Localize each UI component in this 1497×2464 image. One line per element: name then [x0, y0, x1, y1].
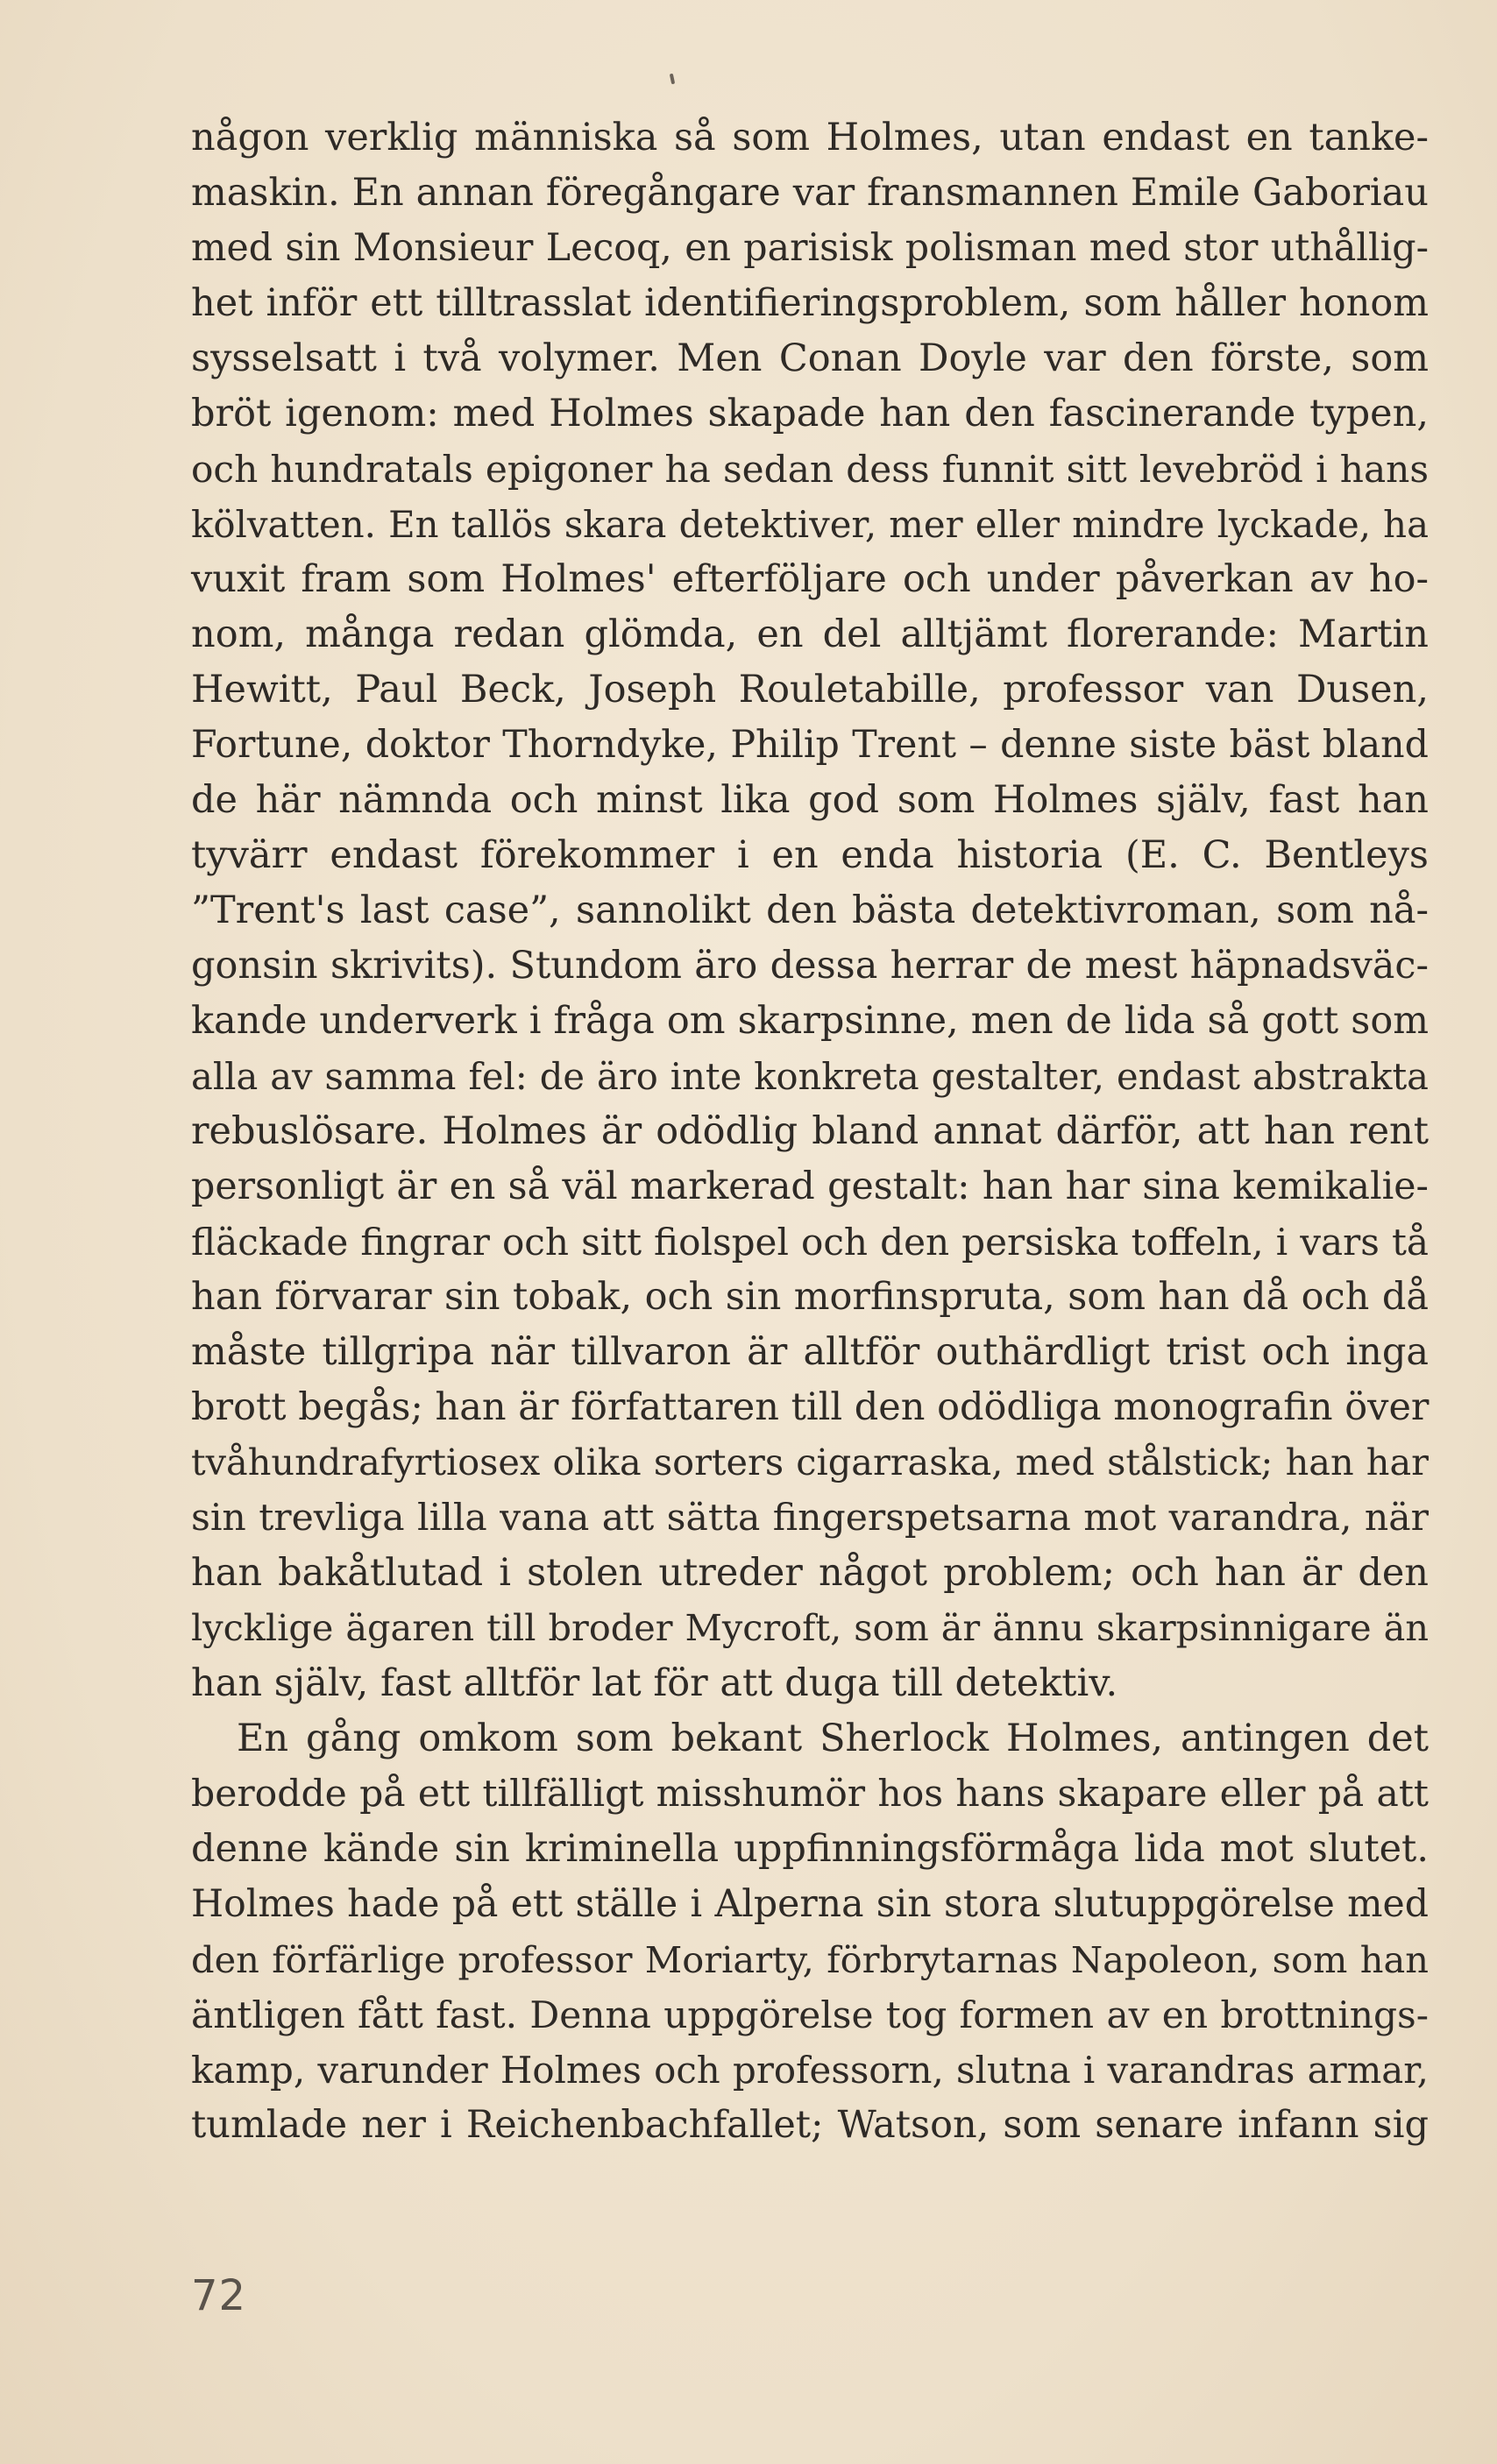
text-line: sin trevliga lilla vana att sätta fingerspetsarna mot varandra, när: [191, 1497, 1429, 1540]
text-line: En gång omkom som bekant Sherlock Holmes, antingen det: [237, 1717, 1429, 1760]
text-line: han bakåtlutad i stolen utreder något problem; och han är den: [191, 1551, 1429, 1595]
text-line: kamp, varunder Holmes och professorn, slutna i varandras armar,: [191, 2049, 1429, 2092]
page-number: 72: [191, 2271, 247, 2320]
text-line: och hundratals epigoner ha sedan dess funnit sitt levebröd i hans: [191, 448, 1429, 491]
text-line: maskin. En annan föregångare var fransmannen Emile Gaboriau: [191, 171, 1429, 215]
text-line: vuxit fram som Holmes' efterföljare och under påverkan av ho-: [191, 557, 1429, 601]
text-line: tyvärr endast förekommer i en enda historia (E. C. Bentleys: [191, 833, 1429, 877]
text-line: de här nämnda och minst lika god som Holmes själv, fast han: [191, 778, 1429, 822]
text-line: någon verklig människa så som Holmes, utan endast en tanke-: [191, 116, 1429, 159]
text-line: fläckade fingrar och sitt fiolspel och den persiska toffeln, i vars tå: [191, 1221, 1429, 1264]
text-line: med sin Monsieur Lecoq, en parisisk polisman med stor uthållig-: [191, 226, 1429, 270]
text-line: nom, många redan glömda, en del alltjämt florerande: Martin: [191, 612, 1429, 656]
text-line: tvåhundrafyrtiosex olika sorters cigarraska, med stålstick; han har: [191, 1441, 1429, 1483]
text-line: äntligen fått fast. Denna uppgörelse tog formen av en brottnings-: [191, 1993, 1429, 2036]
text-line: bröt igenom: med Holmes skapade han den fascinerande typen,: [191, 392, 1429, 435]
text-line: berodde på ett tillfälligt misshumör hos hans skapare eller på att: [191, 1773, 1429, 1816]
text-line: gonsin skrivits). Stundom äro dessa herrar de mest häpnadsväc-: [191, 944, 1429, 988]
text-line: kölvatten. En tallös skara detektiver, mer eller mindre lyckade, ha: [191, 503, 1429, 546]
text-line: ”Trent's last case”, sannolikt den bästa detektivroman, som nå-: [191, 889, 1429, 932]
ink-speck: [670, 74, 675, 85]
text-line: Holmes hade på ett ställe i Alperna sin stora slutuppgörelse med: [191, 1882, 1429, 1926]
text-line: brott begås; han är författaren till den odödliga monografin över: [191, 1385, 1430, 1429]
text-line: Hewitt, Paul Beck, Joseph Rouletabille, professor van Dusen,: [191, 668, 1429, 712]
text-line: lycklige ägaren till broder Mycroft, som är ännu skarpsinnigare än: [191, 1607, 1429, 1649]
body-text: [191, 110, 1429, 2153]
paragraph-2: [191, 1711, 1429, 2153]
text-line: tumlade ner i Reichenbachfallet; Watson, som senare infann sig: [191, 2103, 1429, 2147]
text-line: rebuslösare. Holmes är odödlig bland annat därför, att han rent: [191, 1109, 1429, 1153]
text-line: Fortune, doktor Thorndyke, Philip Trent – denne siste bäst bland: [191, 723, 1429, 767]
text-line: sysselsatt i två volymer. Men Conan Doyle var den förste, som: [191, 336, 1429, 380]
text-line: denne kände sin kriminella uppfinningsförmåga lida mot slutet.: [191, 1827, 1429, 1871]
text-line: den förfärlige professor Moriarty, förbrytarnas Napoleon, som han: [191, 1938, 1429, 1981]
text-line: måste tillgripa när tillvaron är alltför outhärdligt trist och inga: [191, 1330, 1429, 1374]
text-line: personligt är en så väl markerad gestalt: han har sina kemikalie-: [191, 1165, 1429, 1208]
paragraph-1: [191, 110, 1429, 1711]
text-line: han själv, fast alltför lat för att duga till detektiv.: [191, 1661, 1118, 1705]
text-line: het inför ett tilltrasslat identifieringsproblem, som håller honom: [191, 281, 1429, 325]
text-line: alla av samma fel: de äro inte konkreta gestalter, endast abstrakta: [191, 1055, 1429, 1098]
text-line: han förvarar sin tobak, och sin morfinspruta, som han då och då: [191, 1275, 1429, 1319]
text-line: kande underverk i fråga om skarpsinne, men de lida så gott som: [191, 999, 1429, 1043]
